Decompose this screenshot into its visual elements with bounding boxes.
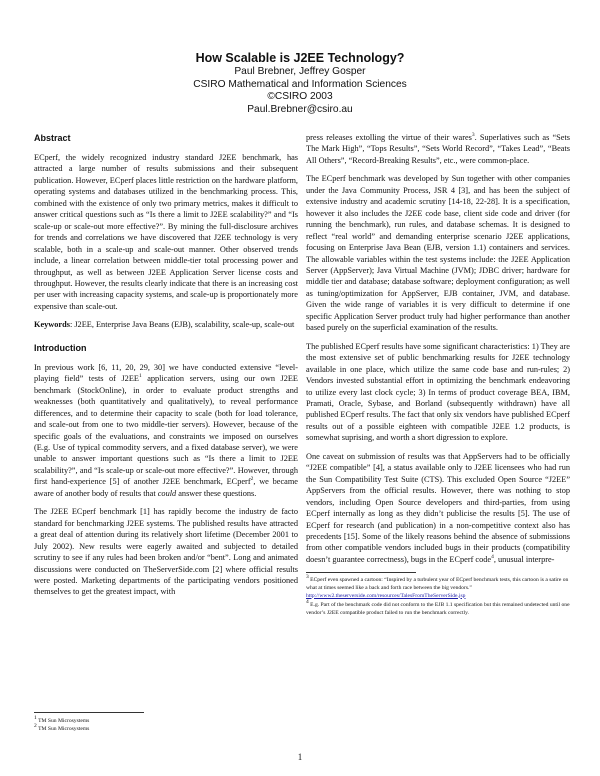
footnote-3	[306, 574, 570, 600]
footnote-rule	[34, 712, 144, 713]
right-paragraph-0	[306, 132, 570, 166]
paper-title: How Scalable is J2EE Technology?	[195, 51, 405, 65]
abstract-heading: Abstract	[34, 133, 71, 143]
intro-p1-part-c: , we became aware of another body of results that	[34, 477, 298, 498]
footnote-1-text: TM Sun Microsystems	[38, 718, 90, 724]
intro-p1-part-b: application servers, using our own J2EE benchmark (StockOnline), in order to evaluate product strengths and weaknesses (both quantitatively and qualitatively), to reveal performance differences, and to determine their capacity to scale (both for load tolerance, and scale-out from one to two middle-tier servers). However, because of the specific goals of the evaluations, and constraints we imposed on ourselves (E.g. Use of typical commodity servers, and a fixed database server), we were unable to answer important questions such as “Is there a limit to J2EE scalability?”, and “Is scale-up or scale-out more effective?”. However, through first hand-experience [5] of another J2EE benchmark, ECperf	[34, 374, 298, 487]
paper-authors: Paul Brebner, Jeffrey Gosper	[234, 66, 366, 77]
right-footnotes	[306, 572, 570, 617]
paper-email: Paul.Brebner@csiro.au	[247, 103, 353, 115]
footnote-3-text: ECperf even spawned a cartoon: “Inspired by a turbulent year of ECperf benchmark tests, this cartoon is a satire on what at times seemed like a back and forth race between the big vendors.”	[306, 577, 569, 591]
right-p0-part-b: . Superlatives such as “Sets The Mark High”, “Tops Results”, “Sets World Record”, “Takes Lead”, “Beats All Others”, “Record-Breaking Results”, etc., were common-place.	[306, 133, 570, 165]
right-paragraph-3	[306, 451, 570, 566]
introduction-heading: Introduction	[34, 342, 87, 353]
footnote-4-number: 4	[306, 599, 309, 606]
right-column	[306, 132, 570, 619]
footnote-2-number: 2	[34, 723, 37, 730]
right-paragraph-1: The ECperf benchmark was developed by Sun together with other companies under the Java Community Process, JSR 4 [3], and has been the subject of extensive industry and academic scrutiny [14-18, 22-28]. It is a specification, however it also includes the J2EE code base, client side code and driver (for running the benchmark), run rules, and database schemas. It is designed to reflect “real world” and demanding enterprise scenario J2EE applications, focusing on Enterprise Java Bean (EJB, version 1.1) containers and services. The allowable variables within the test systems include: the J2EE Application Server (AppServer); Java Virtual Machine (JVM); JDBC driver; hardware for middle tier and database; database software; deployment configuration; as well as tuning/optimization for AppServer, EJB container, JVM, and database. Given the wide range of variables it is very difficult to determine if one specific Application Server product truly had higher performance than another based purely on the superficial examination of the results.	[306, 174, 570, 333]
footnote-2-text: TM Sun Microsystems	[38, 726, 90, 732]
footnote-4	[306, 599, 570, 617]
left-footnotes	[34, 712, 298, 733]
paper-header	[0, 50, 600, 116]
keywords	[34, 319, 298, 330]
keywords-label: Keywords	[34, 320, 70, 330]
right-footnote-rule	[306, 572, 416, 573]
footnote-ref-4: 4	[491, 554, 494, 561]
footnote-4-text: E.g. Part of the benchmark code did not conform to the EJB 1.1 specification but this remained undetected until one vendor’s J2EE compatible product failed to run the benchmark correctly.	[306, 602, 570, 616]
page-number: 1	[297, 752, 303, 762]
right-p3-part-a: One caveat on submission of results was that AppServers had to be officially “J2EE compatible” [4], a status available only to J2EE licensees who had run the Sun Compatibility Test Suite (CTS). This excluded Open Source “J2EE” AppServers from the official results. However, there was nothing to stop vendors, including Open Source developers and third-parties, from using ECperf internally as long as they didn’t publicise the results [5]. The use of ECperf for research (and publication) in a non-competitive context also has precedents [15]. Some of the likely reasons behind the absence of submissions from other compatible vendors included bugs in their products (compatibility doesn’t guarantee correctness), bugs in the ECperf code	[306, 451, 570, 564]
intro-p1-part-d: answer these questions.	[176, 488, 257, 498]
paper-affiliation: CSIRO Mathematical and Information Sciences	[193, 78, 407, 90]
intro-paragraph-2: The J2EE ECperf benchmark [1] has rapidly become the industry de facto standard for benchmarking J2EE systems. The published results have attracted a great deal of attention during its relatively short lifetime (December 2001 to July 2002). New results were eagerly awaited and subjected to detailed scrutiny to see if any rules had been broken and/or “bent”. Long and animated discussions were conducted on TheServerSide.com [2] where official results were posted. Marketing departments of the participating vendors positioned themselves to get the greatest impact, with	[34, 507, 298, 597]
footnote-3-number: 3	[306, 574, 309, 581]
abstract-text: ECperf, the widely recognized industry standard J2EE benchmark, has attracted a large number of results submissions and their subsequent publication. However, ECperf places little restriction on the hardware platform, operating systems and databases utilized in the benchmarking process. This, combined with the existence of only two primary metrics, makes it difficult to answer critical questions such as “Is there a limit to J2EE scalability?” and “Is scale-up or scale-out more effective?”. By mining the full-disclosure archives for trends and correlations we have discovered that J2EE technology is very scalable, both in a scale-up and scale-out manner. Other observed trends include, a linear correlation between middle-tier total processing power and throughput, as well as between J2EE Application Server license costs and throughput. However, the results clearly indicate that there is an increasing cost per user with increasing capacity systems, and scale-up is proportionately more expensive than scale-out.	[34, 153, 298, 311]
footnote-2	[34, 725, 298, 733]
right-p0-part-a: press releases extolling the virtue of their wares	[306, 133, 472, 142]
right-p3-part-b: , unusual interpre-	[493, 554, 555, 564]
intro-p1-emphasis: could	[157, 488, 177, 498]
paper-copyright: ©CSIRO 2003	[267, 91, 333, 103]
footnote-1	[34, 717, 298, 725]
footnote-ref-3: 3	[471, 132, 475, 139]
footnote-3-link[interactable]: http://www2.theserverside.com/resources/TalesFromTheServerSide.jsp	[306, 592, 466, 599]
footnote-1-number: 1	[34, 715, 37, 722]
intro-paragraph-1	[34, 362, 298, 499]
keywords-text: : J2EE, Enterprise Java Beans (EJB), scalability, scale-up, scale-out	[69, 320, 295, 330]
left-column	[34, 132, 298, 605]
footnote-ref-1: 1	[138, 373, 142, 380]
footnote-ref-2: 2	[250, 476, 254, 483]
intro-p1-part-a: In previous work [6, 11, 20, 29, 30] we have conducted extensive “level-playing field” tests of J2EE	[34, 362, 298, 384]
right-paragraph-2: The published ECperf results have some significant characteristics: 1) They are the most extensive set of public benchmarking results for J2EE technology available in one place, which utilize the same code base and run-rules; 2) Vendors invested substantial effort in optimizing the benchmark endeavoring to utilize every last clock cycle; 3) In terms of product coverage BEA, IBM, Pramati, Oracle, Sybase, and Borland (subsequently withdrawn) have all published ECperf results. The fact that only six vendors have published ECperf results out of a possible eighteen with compatible J2EE 1.2 products, is somewhat suprising, and worth a short digression to explore.	[306, 341, 570, 443]
